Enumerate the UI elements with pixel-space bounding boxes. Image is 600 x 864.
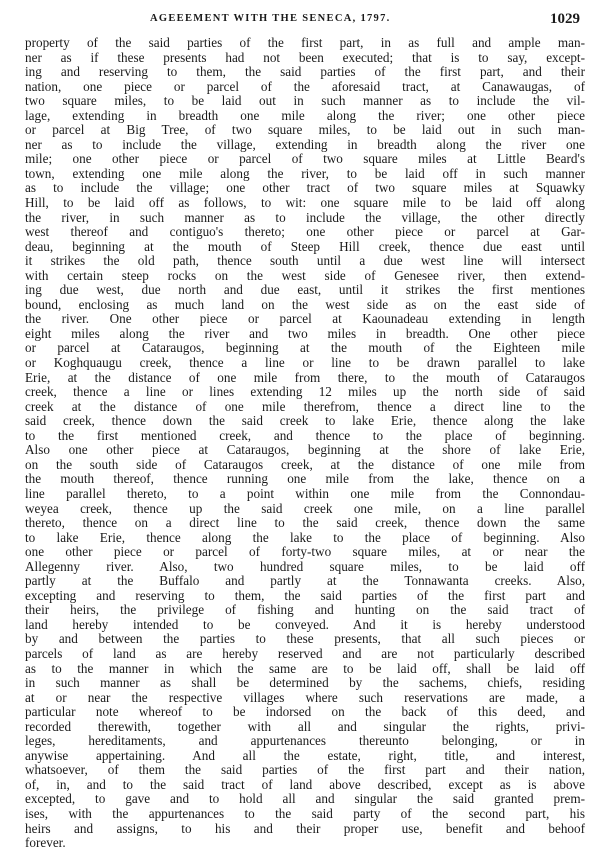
text-line: excepted, to gave and to hold all and singular the said granted prem- <box>25 791 585 807</box>
text-line: weyea creek, thence up the said creek one mile, on a line parallel <box>25 500 585 516</box>
text-line: land hereby intended to be conveyed. And it is hereby understood <box>25 616 585 632</box>
text-line: deau, beginning at the mouth of Steep Hill creek, thence due east until <box>25 238 585 254</box>
text-line: recorded therewith, together with all and singular the rights, privi- <box>25 718 585 734</box>
text-line: forever. <box>25 835 66 851</box>
text-line: it strikes the old path, thence south until a due west line will intersect <box>25 253 585 269</box>
text-line: Erie, at the distance of one mile from there, to the mouth of Cataraugos <box>25 369 585 385</box>
text-line: whatsoever, of them the said parties of the first part and their nation, <box>25 762 585 778</box>
text-line: to the first mentioned creek, and thence to the place of beginning. <box>25 427 585 443</box>
text-line: at or near the respective villages where such reservations are made, a <box>25 689 585 705</box>
text-line: particular note whereof to be indorsed on the back of this deed, and <box>25 704 585 720</box>
text-line: line parallel thereto, to a point within one mile from the Connondau- <box>25 485 585 501</box>
text-line: on the south side of Cataraugos creek, at the distance of one mile from <box>25 456 585 472</box>
text-line: eight miles along the river and two miles in breadth. One other piece <box>25 325 585 341</box>
text-line: property of the said parties of the first part, in as full and ample man- <box>25 35 585 50</box>
text-line: creek at the distance of one mile therefrom, thence a direct line to the <box>25 398 585 414</box>
text-line: thereto, thence on a direct line to the said creek, thence down the same <box>25 515 585 531</box>
text-line: heirs and assigns, to his and their proper use, benefit and behoof <box>25 820 585 836</box>
text-line: ing and reserving to them, the said parties of the first part, and their <box>25 64 585 80</box>
text-line: mile; one other piece or parcel of two square miles at Little Beard's <box>25 151 585 167</box>
text-line: leges, hereditaments, and appurtenances thereunto belonging, or in <box>25 733 585 749</box>
text-line: parcels of land as are hereby reserved and are not particularly described <box>25 645 585 661</box>
text-line: as to include the village; one other tract of two square miles at Squawky <box>25 180 585 196</box>
text-line: anywise appertaining. And all the estate, right, title, and interest, <box>25 747 585 763</box>
text-line: by and between the parties to these presents, that all such pieces or <box>25 631 585 647</box>
text-line: excepting and reserving to them, the said parties of the first part and <box>25 587 585 603</box>
text-line: or parcel at Big Tree, of two square miles, to be laid out in such man- <box>25 122 585 138</box>
text-line: ises, with the appurtenances to the said party of the second part, his <box>25 805 585 821</box>
text-line: ner as if these presents had not been executed; that is to say, except- <box>25 49 585 65</box>
running-title: AGEEEMENT WITH THE SENECA, 1797. <box>150 13 391 24</box>
text-line: in such manner as shall be determined by the sachems, chiefs, residing <box>25 675 585 691</box>
text-line: or parcel at Cataraugos, beginning at the mouth of the Eighteen mile <box>25 340 585 356</box>
text-line: lage, extending in breadth one mile along the river; one other piece <box>25 107 585 123</box>
text-line: the river, in such manner as to include the village, the other directly <box>25 209 585 225</box>
text-line: of, in, and to the said tract of land above described, except as is above <box>25 776 585 792</box>
text-line: bound, enclosing as much land on the west side as on the east side of <box>25 296 585 312</box>
text-line: creek, thence a line or lines extending 12 miles up the north side of said <box>25 384 585 400</box>
text-line: said creek, thence down the said creek to lake Erie, thence along the lake <box>25 413 585 429</box>
text-line: town, extending one mile along the river, to be laid off in such manner <box>25 165 585 181</box>
text-line: the river. One other piece or parcel at Kaounadeau extending in length <box>25 311 585 327</box>
page-number: 1029 <box>550 11 580 27</box>
text-line: one other piece or parcel of forty-two square miles, at or near the <box>25 544 585 560</box>
running-head <box>0 11 600 31</box>
text-line: Also one other piece at Cataraugos, beginning at the shore of lake Erie, <box>25 442 585 458</box>
text-line: to lake Erie, thence along the lake to the place of beginning. Also <box>25 529 585 545</box>
text-line: partly at the Buffalo and partly at the Tonnawanta creeks. Also, <box>25 573 585 589</box>
text-line: two square miles, to be laid out in such manner as to include the vil- <box>25 93 585 109</box>
body-text <box>25 36 585 851</box>
text-line: west thereof and contiguo's thereto; one other piece or parcel at Gar- <box>25 224 585 240</box>
text-line: the mouth thereof, thence running one mile from the lake, thence on a <box>25 471 585 487</box>
text-line: as to the manner in which the same are to be laid off, shall be laid off <box>25 660 585 676</box>
text-line: ing due west, due north and due east, until it strikes the first mentiones <box>25 282 585 298</box>
text-line: nation, one piece or parcel of the aforesaid tract, at Canawaugas, of <box>25 78 585 94</box>
text-line: Allegenny river. Also, two hundred square miles, to be laid off <box>25 558 585 574</box>
text-line: ner as to include the village, extending in breadth along the river one <box>25 136 585 152</box>
text-line: or Koghquaugu creek, thence a line or line to be drawn parallel to lake <box>25 355 585 371</box>
text-line: Hill, to be laid off as follows, to wit: one square mile to be laid off along <box>25 195 585 211</box>
text-line: with certain steep rocks on the west side of Genesee river, then extend- <box>25 267 585 283</box>
text-line: their heirs, the privilege of fishing and hunting on the said tract of <box>25 602 585 618</box>
